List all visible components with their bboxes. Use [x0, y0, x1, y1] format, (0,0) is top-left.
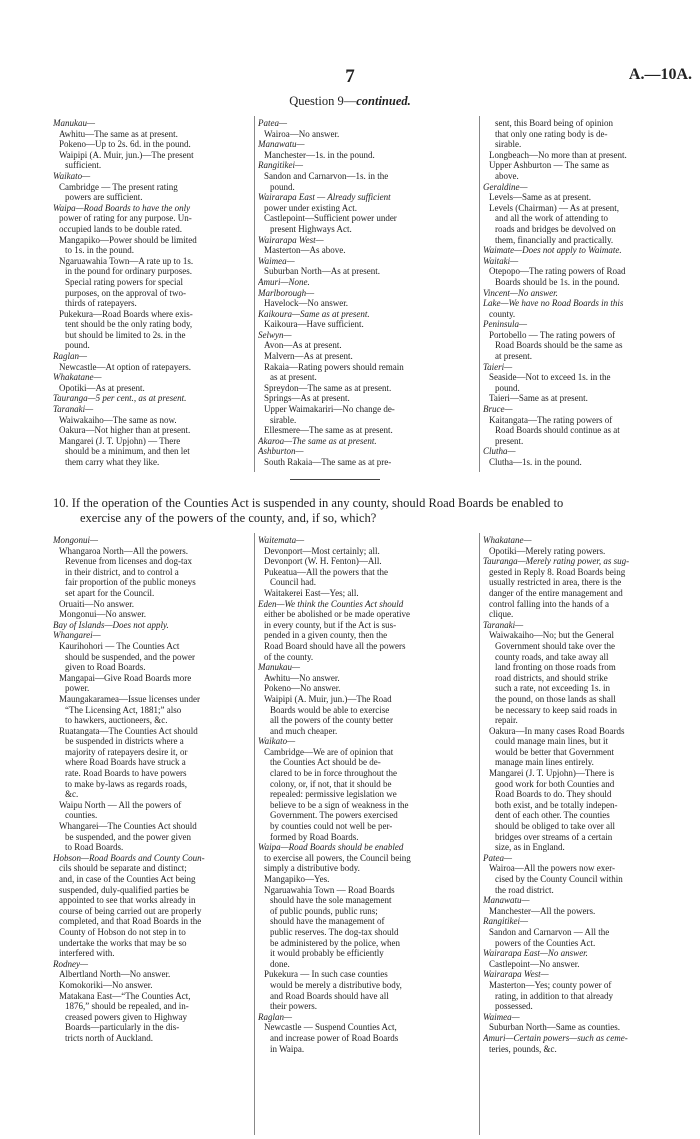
text-line: Cambridge—We are of opinion that: [264, 746, 394, 757]
text-line: Ashburton—: [258, 446, 304, 457]
text-line: both exist, and be totally indepen-: [495, 799, 618, 810]
text-line: Ngaruawahia Town — Road Boards: [264, 884, 395, 895]
text-line: majority of ratepayers desire it, or: [65, 746, 188, 757]
text-line: Springs—As at present.: [264, 393, 350, 404]
text-line: control falling into the hands of a: [489, 598, 609, 609]
question-9-prefix: Question 9—: [289, 94, 357, 108]
text-line: such a rate, not exceeding 1s. in: [495, 683, 610, 694]
text-line: Kaitangata—The rating powers of: [489, 414, 613, 425]
text-line: Waipa—Road Boards should be enabled: [258, 842, 404, 853]
text-line: Waipa—Road Boards to have the only: [53, 202, 191, 213]
question-10-line-1: 10. If the operation of the Counties Act is suspended in any county, should Road Boards be enabled to: [53, 496, 564, 510]
text-line: Maungakaramea—Issue licenses under: [59, 693, 200, 704]
text-line: Upper Waimakariri—No change de-: [264, 404, 395, 415]
text-line: thirds of ratepayers.: [65, 298, 137, 309]
text-line: Pokeno—Up to 2s. 6d. in the pound.: [59, 139, 191, 150]
text-line: in Waipa.: [270, 1043, 305, 1054]
text-line: repair.: [495, 715, 518, 726]
text-line: at present.: [495, 351, 532, 362]
text-line: tent should be the only rating body,: [65, 319, 193, 330]
text-line: Pukeatua—All the powers that the: [264, 566, 388, 577]
text-line: Amuri—None.: [258, 276, 310, 287]
text-line: Waiwakaiho—No; but the General: [489, 630, 614, 641]
text-line: the pound, on those lands as shall: [495, 693, 616, 704]
text-line: pound.: [495, 382, 520, 393]
text-line: Manawatu—: [258, 139, 305, 150]
q10-column-2: [258, 535, 476, 1135]
text-line: Awhitu—The same as at present.: [59, 128, 178, 139]
text-line: Taranaki—: [483, 619, 524, 630]
text-line: Castlepoint—Sufficient power under: [264, 213, 397, 224]
text-line: clared to be in force throughout the: [270, 768, 397, 779]
column-divider: [254, 533, 255, 1135]
q9-column-1: [53, 118, 250, 472]
text-line: 1876,” should be repealed, and in-: [65, 1001, 189, 1012]
text-line: Newcastle — Suspend Counties Act,: [264, 1022, 397, 1033]
text-line: Wairarapa West—: [258, 234, 324, 245]
text-line: county roads, and take away all: [495, 651, 609, 662]
text-line: Raglan—: [53, 351, 88, 362]
text-line: sirable.: [270, 414, 297, 425]
text-line: undertake the works that may be so: [59, 937, 187, 948]
section-divider: [290, 479, 380, 480]
text-line: Wairarapa East — Already sufficient: [258, 192, 391, 203]
text-line: believe to be a sign of weakness in the: [270, 799, 409, 810]
text-line: road districts, and should strike: [495, 672, 608, 683]
text-line: to hawkers, auctioneers, &c.: [65, 715, 168, 726]
text-line: Pukekura—Road Boards where exis-: [59, 308, 193, 319]
question-9-continued: continued.: [356, 94, 411, 108]
text-line: Masterton—As above.: [264, 245, 346, 256]
text-line: Oakura—Not higher than at present.: [59, 425, 191, 436]
text-line: cised by the County Council within: [495, 874, 623, 884]
text-line: should be obliged to take over all: [495, 821, 615, 832]
text-line: county.: [489, 308, 516, 319]
text-line: Upper Ashburton — The same as: [489, 160, 610, 171]
text-line: them, financially and practically.: [495, 234, 614, 245]
text-line: would be better that Government: [495, 746, 614, 757]
text-line: Tauranga—Merely rating power, as sug-: [483, 556, 630, 567]
text-line: of the county.: [264, 651, 314, 662]
text-line: Akaroa—The same as at present.: [258, 435, 377, 446]
text-line: Waimate—Does not apply to Waimate.: [483, 245, 622, 256]
text-line: Rakaia—Rating powers should remain: [264, 361, 404, 372]
text-line: pound.: [65, 340, 90, 351]
text-line: Seaside—Not to exceed 1s. in the: [489, 372, 611, 383]
text-line: Eden—We think the Counties Act should: [258, 598, 404, 609]
text-line: clique.: [489, 609, 514, 620]
text-line: good work for both Counties and: [495, 778, 615, 789]
text-line: Whangarei—The Counties Act should: [59, 821, 197, 832]
text-line: be suspended in districts where a: [65, 736, 184, 747]
text-line: tricts north of Auckland.: [65, 1032, 153, 1043]
text-line: Cambridge — The present rating: [59, 181, 178, 192]
text-line: Waimea—: [258, 255, 295, 266]
text-line: Opotiki—As at present.: [59, 382, 145, 393]
text-line: Special rating powers for special: [65, 276, 183, 287]
text-line: Waitakerei East—Yes; all.: [264, 587, 359, 598]
text-line: Taieri—Same as at present.: [489, 393, 588, 404]
text-line: Waikato—: [258, 736, 296, 747]
text-line: to exercise all powers, the Council being: [264, 852, 411, 863]
text-line: either be abolished or be made operative: [264, 609, 410, 620]
text-line: colony, or, if not, that it should be: [270, 778, 392, 789]
text-line: Hobson—Road Boards and County Coun-: [53, 852, 205, 863]
text-line: set apart for the Council.: [65, 587, 155, 598]
text-line: teries, pounds, &c.: [489, 1043, 557, 1054]
text-line: Vincent—No answer.: [483, 287, 558, 298]
text-line: Wairarapa East—No answer.: [483, 948, 588, 959]
text-line: Wairarapa West—: [483, 969, 549, 980]
text-line: gested in Reply 8. Road Boards being: [489, 566, 626, 577]
text-line: Suburban North—As at present.: [264, 266, 380, 277]
text-line: Taieri—: [483, 361, 513, 372]
text-line: Pokeno—No answer.: [264, 683, 341, 694]
text-line: Road Boards should be the same as: [495, 340, 623, 351]
page-number: 7: [345, 66, 355, 87]
text-line: suspended, duly-qualified parties be: [59, 884, 189, 895]
document-reference: A.—10A.: [628, 66, 692, 83]
text-line: Road Boards should continue as at: [495, 425, 620, 436]
question-10-line-2: exercise any of the powers of the county, and, if so, which?: [80, 511, 377, 525]
text-line: Oakura—In many cases Road Boards: [489, 725, 625, 736]
text-line: Otepopo—The rating powers of Road: [489, 266, 626, 277]
text-line: Levels (Chairman) — As at present,: [489, 202, 619, 213]
text-line: and all the work of attending to: [495, 213, 608, 224]
text-line: and much cheaper.: [270, 725, 338, 736]
text-line: Boards—particularly in the dis-: [65, 1022, 180, 1033]
text-line: counties.: [65, 810, 98, 821]
text-line: Waitaki—: [483, 255, 519, 266]
text-line: Road Board should have all the powers: [264, 640, 406, 651]
text-line: above.: [495, 170, 519, 181]
text-line: Manchester—1s. in the pound.: [264, 149, 375, 160]
text-line: sent, this Board being of opinion: [495, 118, 613, 128]
text-line: by counties could not well be per-: [270, 821, 393, 832]
text-line: purposes, on the approval of two-: [65, 287, 186, 298]
text-line: Masterton—Yes; county power of: [489, 979, 612, 990]
text-line: Waikato—: [53, 170, 91, 181]
text-line: Tauranga—5 per cent., as at present.: [53, 393, 187, 404]
text-line: land fronting on those roads from: [495, 662, 616, 673]
text-line: roads and bridges be devolved on: [495, 223, 616, 234]
text-line: should have the sole management: [270, 895, 392, 906]
text-line: public reserves. The dog-tax should: [270, 926, 399, 937]
text-line: cils should be separate and distinct;: [59, 863, 187, 874]
text-line: Whakatane—: [53, 372, 102, 383]
text-line: Rangitikei—: [258, 160, 303, 171]
text-line: Malvern—As at present.: [264, 351, 353, 362]
text-line: Spreydon—The same as at present.: [264, 382, 392, 393]
text-line: Selwyn—: [258, 329, 292, 340]
text-line: Portobello — The rating powers of: [489, 329, 616, 340]
text-line: dent of each other. The counties: [495, 810, 610, 821]
text-line: Road Boards to do. They should: [495, 789, 612, 800]
text-line: rate. Road Boards to have powers: [65, 768, 187, 779]
text-line: all the powers of the county better: [270, 715, 393, 726]
text-line: Longbeach—No more than at present.: [489, 149, 627, 160]
text-line: possessed.: [495, 1001, 533, 1012]
text-line: Patea—: [258, 118, 287, 128]
text-line: Waitemata—: [258, 535, 305, 545]
text-line: Mangapai—Give Road Boards more: [59, 672, 192, 683]
text-line: Council had.: [270, 577, 316, 588]
text-line: Levels—Same as at present.: [489, 192, 591, 203]
text-line: Mangarei (J. T. Upjohn)—There is: [489, 768, 615, 779]
q10-column-1: [53, 535, 250, 1135]
text-line: danger of the entire management and: [489, 587, 623, 598]
q9-column-3: [483, 118, 695, 472]
text-line: their powers.: [270, 1001, 317, 1012]
column-divider: [479, 116, 480, 472]
text-line: pound.: [270, 181, 295, 192]
text-line: Marlborough—: [258, 287, 315, 298]
text-line: Whangaroa North—All the powers.: [59, 545, 188, 556]
text-line: Boards would be able to exercise: [270, 704, 390, 715]
text-line: Rangitikei—: [483, 916, 528, 927]
text-line: Whakatane—: [483, 535, 532, 545]
text-line: Peninsula—: [483, 319, 527, 330]
text-line: as at present.: [270, 372, 317, 383]
text-line: size, as in England.: [495, 842, 565, 853]
text-line: Mangapiko—Yes.: [264, 874, 330, 884]
text-line: Waiwakaiho—The same as now.: [59, 414, 177, 425]
text-line: Rodney—: [53, 958, 88, 969]
text-line: Devonport (W. H. Fenton)—All.: [264, 556, 382, 567]
text-line: Manchester—All the powers.: [489, 905, 596, 916]
text-line: in every county, but if the Act is sus-: [264, 619, 397, 630]
text-line: Newcastle—At option of ratepayers.: [59, 361, 191, 372]
text-line: formed by Road Boards.: [270, 831, 359, 842]
text-line: bridges over streams of a certain: [495, 831, 613, 842]
text-line: pended in a given county, then the: [264, 630, 388, 641]
text-line: manage main lines entirely.: [495, 757, 594, 768]
text-line: of public pounds, public runs;: [270, 905, 378, 916]
text-line: sufficient.: [65, 160, 102, 171]
text-line: present Highways Act.: [270, 223, 352, 234]
text-line: Revenue from licenses and dog-tax: [65, 556, 192, 567]
text-line: Ruatangata—The Counties Act should: [59, 725, 198, 736]
text-line: Wairoa—No answer.: [264, 128, 340, 139]
text-line: Whangarei—: [53, 630, 101, 641]
text-line: Castlepoint—No answer.: [489, 958, 580, 969]
text-line: repealed: permissive legislation we: [270, 789, 397, 800]
text-line: Patea—: [483, 852, 512, 863]
text-line: Mangarei (J. T. Upjohn) — There: [59, 435, 181, 446]
text-line: Raglan—: [258, 1011, 293, 1022]
text-line: completed, and that Road Boards in the: [59, 916, 202, 927]
text-line: Matakana East—“The Counties Act,: [59, 990, 191, 1001]
text-line: would be merely a distributive body,: [270, 979, 402, 990]
text-line: creased powers given to Highway: [65, 1011, 187, 1022]
text-line: done.: [270, 958, 290, 969]
text-line: course of being carried out are properly: [59, 905, 202, 916]
text-line: Waipu North — All the powers of: [59, 799, 182, 810]
text-line: where Road Boards have struck a: [65, 757, 186, 768]
text-line: could manage main lines, but it: [495, 736, 608, 747]
text-line: power of rating for any purpose. Un-: [59, 213, 192, 224]
text-line: occupied lands to be double rated.: [59, 223, 182, 234]
text-line: to 1s. in the pound.: [65, 245, 134, 256]
text-line: Government. The powers exercised: [270, 810, 398, 821]
text-line: County of Hobson do not step in to: [59, 926, 186, 937]
text-line: Awhitu—No answer.: [264, 672, 340, 683]
text-line: Waipipi (A. Muir, jun.)—The present: [59, 149, 194, 160]
text-line: interfered with.: [59, 948, 115, 959]
text-line: usually restricted in area, there is the: [489, 577, 622, 588]
text-line: rating, in addition to that already: [495, 990, 613, 1001]
text-line: them carry what they like.: [65, 457, 160, 467]
text-line: and increase power of Road Boards: [270, 1032, 399, 1043]
text-line: the road district.: [495, 884, 554, 895]
text-line: and Road Boards should have all: [270, 990, 389, 1001]
text-line: should be suspended, and the power: [65, 651, 195, 662]
text-line: Avon—As at present.: [264, 340, 342, 351]
text-line: Mangapiko—Power should be limited: [59, 234, 197, 245]
text-line: Ellesmere—The same as at present.: [264, 425, 393, 436]
text-line: be suspended, and the power given: [65, 831, 191, 842]
text-line: Mongonui—: [53, 535, 98, 545]
text-line: Kaurihohori — The Counties Act: [59, 640, 180, 651]
text-line: Taranaki—: [53, 404, 94, 415]
text-line: powers are sufficient.: [65, 192, 143, 203]
text-line: fair proportion of the public moneys: [65, 577, 196, 588]
text-line: Clutha—: [483, 446, 516, 457]
column-divider: [254, 116, 255, 472]
text-line: South Rakaia—The same as at pre-: [264, 457, 392, 467]
text-line: in the pound for ordinary purposes.: [65, 266, 192, 277]
question-10-heading: [53, 496, 693, 526]
text-line: Suburban North—Same as counties.: [489, 1022, 620, 1033]
text-line: the Counties Act should be de-: [270, 757, 381, 768]
text-line: powers of the Counties Act.: [495, 937, 596, 948]
text-line: Kaikoura—Same as at present.: [258, 308, 370, 319]
text-line: Amuri—Certain powers—such as ceme-: [483, 1032, 628, 1043]
text-line: Bruce—: [483, 404, 513, 415]
text-line: Clutha—1s. in the pound.: [489, 457, 582, 467]
text-line: Geraldine—: [483, 181, 528, 192]
text-line: Ngaruawahia Town—A rate up to 1s.: [59, 255, 194, 266]
text-line: Waimea—: [483, 1011, 520, 1022]
text-line: Albertland North—No answer.: [59, 969, 171, 980]
text-line: it would probably be efficiently: [270, 948, 384, 959]
text-line: Oruaiti—No answer.: [59, 598, 134, 609]
text-line: power.: [65, 683, 90, 694]
text-line: Opotiki—Merely rating powers.: [489, 545, 606, 556]
text-line: Waipipi (A. Muir, jun.)—The Road: [264, 693, 392, 704]
text-line: Manukau—: [258, 662, 300, 673]
text-line: be administered by the police, when: [270, 937, 400, 948]
text-line: Devonport—Most certainly; all.: [264, 545, 380, 556]
text-line: should be a minimum, and then let: [65, 446, 190, 457]
text-line: Sandon and Carnarvon—1s. in the: [264, 170, 389, 181]
text-line: simply a distributive body.: [264, 863, 360, 874]
text-line: Havelock—No answer.: [264, 298, 348, 309]
text-line: to Road Boards.: [65, 842, 124, 853]
text-line: &c.: [65, 789, 79, 800]
text-line: Pukekura — In such case counties: [264, 969, 388, 980]
text-line: Manukau—: [53, 118, 95, 128]
text-line: Boards should be 1s. in the pound.: [495, 276, 620, 287]
text-line: should have the management of: [270, 916, 385, 927]
text-line: Manawatu—: [483, 895, 530, 906]
text-line: and, in case of the Counties Act being: [59, 874, 196, 884]
text-line: “The Licensing Act, 1881;” also: [65, 704, 182, 715]
text-line: Bay of Islands—Does not apply.: [53, 619, 169, 630]
question-9-heading: [0, 94, 700, 109]
text-line: in their district, and to control a: [65, 566, 179, 577]
text-line: Komokoriki—No answer.: [59, 979, 153, 990]
text-line: Wairoa—All the powers now exer-: [489, 863, 616, 874]
text-line: but should be limited to 2s. in the: [65, 329, 186, 340]
text-line: Kaikoura—Have sufficient.: [264, 319, 364, 330]
text-line: to make by-laws as regards roads,: [65, 778, 187, 789]
text-line: that only one rating body is de-: [495, 128, 608, 139]
q10-column-3: [483, 535, 695, 1135]
text-line: Lake—We have no Road Boards in this: [483, 298, 624, 309]
text-line: present.: [495, 435, 524, 446]
text-line: be necessary to keep said roads in: [495, 704, 617, 715]
column-divider: [479, 533, 480, 1135]
q9-column-2: [258, 118, 476, 472]
text-line: Sandon and Carnarvon — All the: [489, 926, 610, 937]
text-line: Government should take over the: [495, 640, 615, 651]
text-line: appointed to see that works already in: [59, 895, 196, 906]
text-line: given to Road Boards.: [65, 662, 146, 673]
text-line: power under existing Act.: [264, 202, 357, 213]
text-line: sirable.: [495, 139, 522, 150]
text-line: Mongonui—No answer.: [59, 609, 146, 620]
